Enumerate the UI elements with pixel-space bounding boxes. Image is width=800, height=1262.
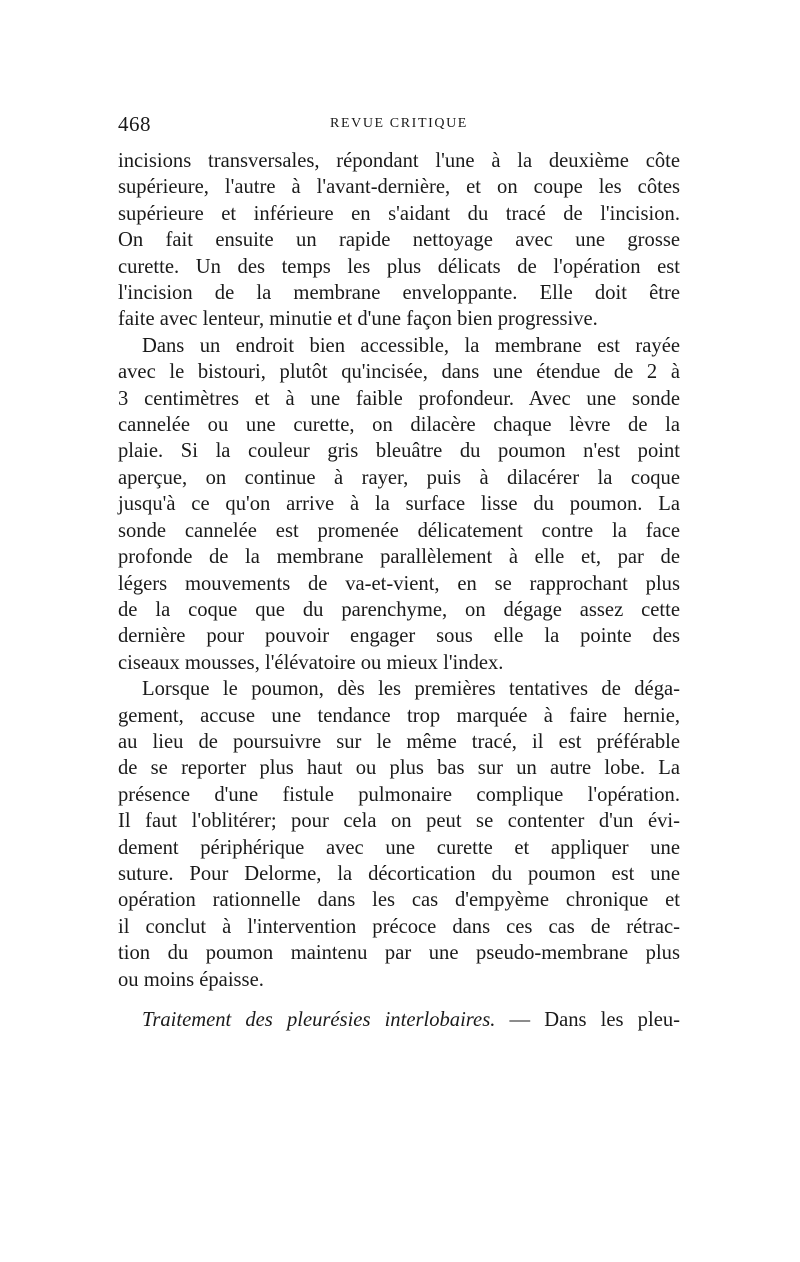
text-line: l'incision de la membrane enveloppante. Elle doit être (118, 282, 680, 305)
text-line: opération rationnelle dans les cas d'empyème chronique et (118, 889, 680, 912)
text-line: ou moins épaisse. (118, 968, 264, 991)
text-line: jusqu'à ce qu'on arrive à la surface lisse du poumon. La (118, 493, 680, 516)
text-line: faite avec lenteur, minutie et d'une façon bien progressive. (118, 308, 598, 331)
paragraph-3 (118, 676, 680, 993)
text-line: plaie. Si la couleur gris bleuâtre du poumon n'est point (118, 440, 680, 463)
section-heading-continuation: — Dans les pleu- (495, 1009, 680, 1031)
page-number: 468 (118, 112, 151, 136)
text-line: Il faut l'oblitérer; pour cela on peut se contenter d'un évi- (118, 810, 680, 833)
text-line: avec le bistouri, plutôt qu'incisée, dans une étendue de 2 à (118, 361, 680, 384)
text-line: Dans un endroit bien accessible, la membrane est rayée (142, 334, 680, 357)
text-line: dement périphérique avec une curette et appliquer une (118, 836, 680, 859)
text-line: légers mouvements de va-et-vient, en se rapprochant plus (118, 572, 680, 595)
paragraph-2 (118, 333, 680, 676)
text-line: au lieu de poursuivre sur le même tracé, il est préférable (118, 730, 680, 753)
running-head (118, 112, 680, 148)
text-line: profonde de la membrane parallèlement à elle et, par de (118, 546, 680, 569)
text-line: gement, accuse une tendance trop marquée à faire hernie, (118, 704, 680, 727)
running-title: REVUE CRITIQUE (330, 116, 468, 131)
text-line: cannelée ou une curette, on dilacère chaque lèvre de la (118, 414, 680, 437)
text-line: de se reporter plus haut ou plus bas sur un autre lobe. La (118, 757, 680, 780)
paragraph-4 (118, 1007, 680, 1033)
text-line: suture. Pour Delorme, la décortication du poumon est une (118, 862, 680, 885)
text-line: il conclut à l'intervention précoce dans ces cas de rétrac- (118, 915, 680, 938)
text-line: sonde cannelée est promenée délicatement contre la face (118, 519, 680, 542)
text-line: dernière pour pouvoir engager sous elle la pointe des (118, 625, 680, 648)
text-line: 3 centimètres et à une faible profondeur. Avec une sonde (118, 387, 680, 410)
text-line: de la coque que du parenchyme, on dégage assez cette (118, 598, 680, 621)
book-page (118, 112, 680, 1033)
text-line: incisions transversales, répondant l'une à la deuxième côte (118, 150, 680, 172)
text-line: présence d'une fistule pulmonaire complique l'opération. (118, 783, 680, 806)
section-heading-line (118, 1007, 680, 1033)
text-line: ciseaux mousses, l'élévatoire ou mieux l'index. (118, 651, 504, 674)
text-line: curette. Un des temps les plus délicats de l'opération est (118, 255, 680, 278)
text-line: supérieure et inférieure en s'aidant du tracé de l'incision. (118, 202, 680, 225)
text-line: On fait ensuite un rapide nettoyage avec une grosse (118, 229, 680, 252)
text-line: aperçue, on continue à rayer, puis à dilacérer la coque (118, 466, 680, 489)
text-line: tion du poumon maintenu par une pseudo-membrane plus (118, 942, 680, 965)
text-line: supérieure, l'autre à l'avant-dernière, et on coupe les côtes (118, 176, 680, 199)
paragraph-1 (118, 148, 680, 333)
text-line: Lorsque le poumon, dès les premières tentatives de déga- (142, 678, 680, 701)
section-heading: Traitement des pleurésies interlobaires. (142, 1009, 496, 1031)
